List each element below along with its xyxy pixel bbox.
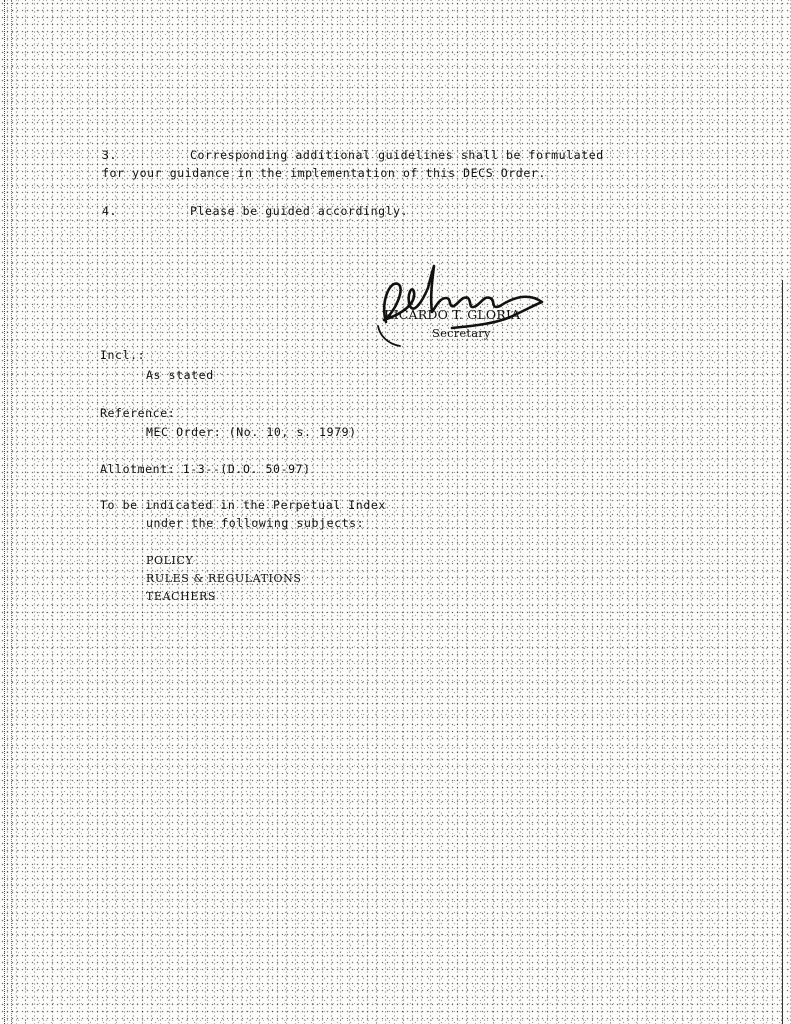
subject-item: RULES & REGULATIONS (146, 572, 302, 585)
perpetual-index-line-2: under the following subjects: (146, 516, 365, 530)
reference-label: Reference: (100, 406, 176, 420)
inclosure-value: As stated (146, 368, 214, 382)
allotment-line: Allotment: 1-3--(D.O. 50-97) (100, 462, 311, 476)
right-page-edge (782, 280, 785, 1024)
subject-item: POLICY (146, 554, 194, 567)
perpetual-index-line-1: To be indicated in the Perpetual Index (100, 498, 386, 512)
subject-item: TEACHERS (146, 590, 216, 603)
paragraph-4-text: Please be guided accordingly. (190, 204, 409, 218)
signatory-title: Secretary (432, 326, 491, 340)
paragraph-3-line-1: Corresponding additional guidelines shall be formulated (190, 148, 604, 162)
paragraph-4-number: 4. (102, 204, 118, 218)
inclosure-label: Incl.: (100, 348, 146, 362)
reference-value: MEC Order: (No. 10, s. 1979) (146, 425, 357, 439)
signatory-name: RICARDO T. GLORIA (384, 307, 521, 322)
paragraph-3-number: 3. (102, 148, 118, 162)
paragraph-3-line-2: for your guidance in the implementation of this DECS Order. (102, 166, 546, 180)
left-page-edge (4, 0, 12, 1024)
